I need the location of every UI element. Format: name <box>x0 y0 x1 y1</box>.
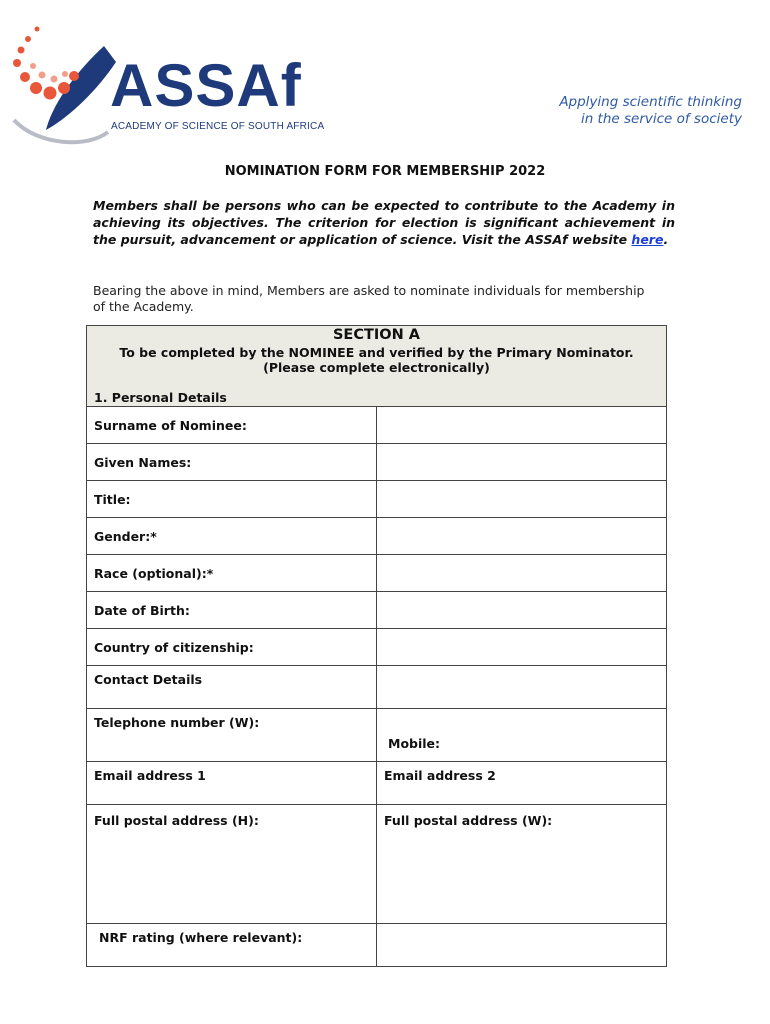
citizenship-label: Country of citizenship: <box>87 629 377 666</box>
email-1-label[interactable]: Email address 1 <box>87 762 377 805</box>
title-label: Title: <box>87 481 377 518</box>
dob-label: Date of Birth: <box>87 592 377 629</box>
assaf-logo <box>8 22 328 147</box>
given-names-field[interactable] <box>377 444 667 481</box>
citizenship-field[interactable] <box>377 629 667 666</box>
section-subtitle <box>87 345 666 375</box>
section-subtitle-line-2: (Please complete electronically) <box>263 360 490 375</box>
race-label: Race (optional):* <box>87 555 377 592</box>
surname-field[interactable] <box>377 407 667 444</box>
title-field[interactable] <box>377 481 667 518</box>
postal-w-label[interactable]: Full postal address (W): <box>377 805 667 924</box>
race-field[interactable] <box>377 555 667 592</box>
bearing-paragraph: Bearing the above in mind, Members are asked to nominate individuals for membership of the Academy. <box>93 283 645 314</box>
table-row <box>87 592 667 629</box>
form-title: NOMINATION FORM FOR MEMBERSHIP 2022 <box>224 164 546 179</box>
section-a-header <box>87 326 667 407</box>
nrf-rating-field[interactable] <box>377 924 667 967</box>
section-title: SECTION A <box>332 327 420 343</box>
table-row <box>87 481 667 518</box>
postal-h-label[interactable]: Full postal address (H): <box>87 805 377 924</box>
gender-field[interactable] <box>377 518 667 555</box>
table-row <box>87 762 667 805</box>
contact-details-label: Contact Details <box>87 666 377 709</box>
gender-label: Gender:* <box>87 518 377 555</box>
tagline <box>559 94 742 128</box>
table-row <box>87 924 667 967</box>
tagline-line-2: in the service of society <box>580 111 742 127</box>
table-row <box>87 666 667 709</box>
table-row <box>87 518 667 555</box>
contact-details-field[interactable] <box>377 666 667 709</box>
personal-details-heading: 1. Personal Details <box>94 390 227 405</box>
mobile-label[interactable]: Mobile: <box>377 709 667 762</box>
table-row <box>87 444 667 481</box>
intro-text: Members shall be persons who can be expected to contribute to the Academy in achieving its objectives. The criterion for election is significant achievement in the pursuit, advancement or application of science. Visit the ASSAf website <box>93 198 675 247</box>
given-names-label: Given Names: <box>87 444 377 481</box>
nrf-rating-label: NRF rating (where relevant): <box>87 924 377 967</box>
intro-paragraph <box>93 197 675 248</box>
table-row <box>87 555 667 592</box>
assaf-website-link[interactable]: here <box>631 232 664 247</box>
table-row <box>87 629 667 666</box>
surname-label: Surname of Nominee: <box>87 407 377 444</box>
tagline-line-1: Applying scientific thinking <box>559 94 742 110</box>
logo-subtitle: ACADEMY OF SCIENCE OF SOUTH AFRICA <box>111 121 325 132</box>
table-row <box>87 709 667 762</box>
section-a-table <box>86 325 667 967</box>
table-row <box>87 805 667 924</box>
telephone-label[interactable]: Telephone number (W): <box>87 709 377 762</box>
dob-field[interactable] <box>377 592 667 629</box>
email-2-label[interactable]: Email address 2 <box>377 762 667 805</box>
section-subtitle-line-1: To be completed by the NOMINEE and verified by the Primary Nominator. <box>119 345 634 360</box>
table-row <box>87 407 667 444</box>
section-a-header-row <box>87 326 667 407</box>
logo-wordmark: ASSAf <box>110 52 302 119</box>
intro-end: . <box>663 232 669 247</box>
